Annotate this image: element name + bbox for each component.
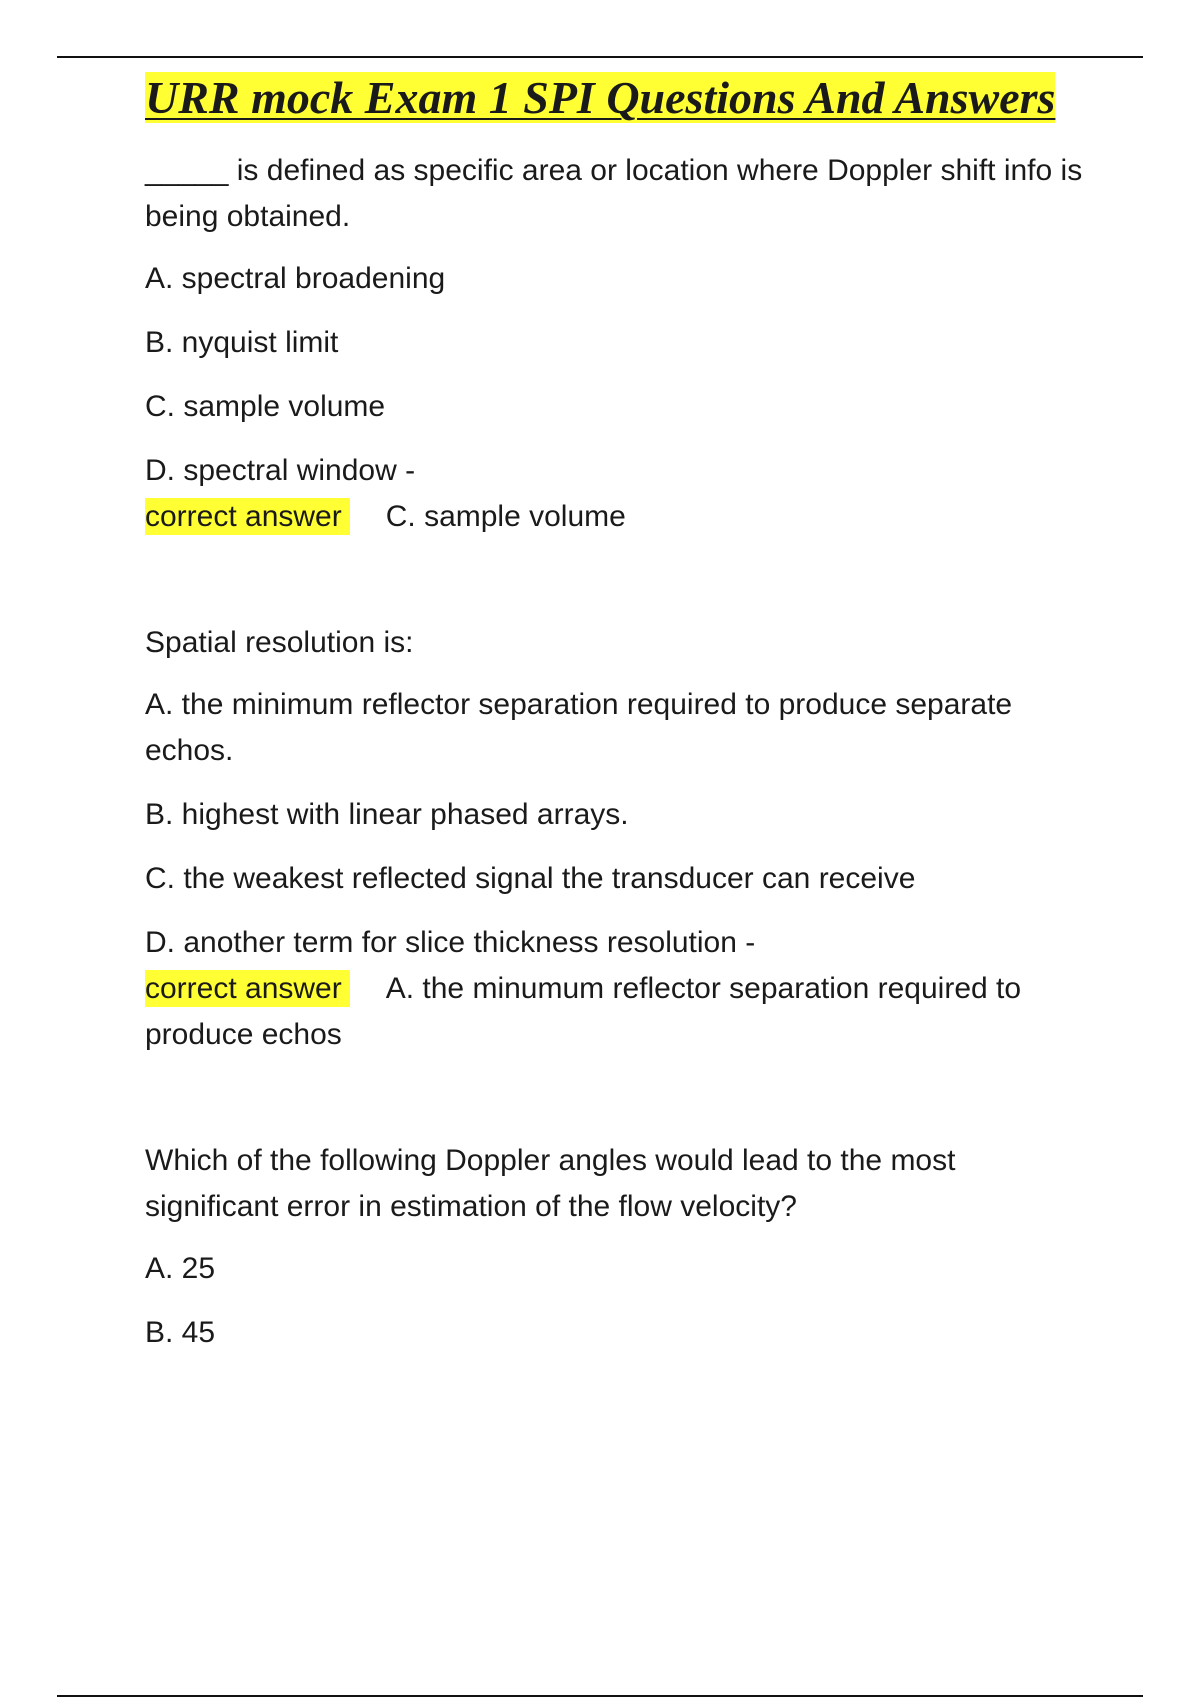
question-block-2 [145, 620, 1090, 1058]
option-b: B. nyquist limit [145, 326, 339, 359]
top-rule [57, 56, 1143, 58]
answer-line [145, 966, 1090, 1058]
option-b: B. 45 [145, 1316, 216, 1349]
document-title: URR mock Exam 1 SPI Questions And Answers [145, 72, 1056, 123]
question-block-1 [145, 148, 1090, 540]
answer-text: C. sample volume [385, 500, 626, 533]
option-b: B. highest with linear phased arrays. [145, 798, 629, 831]
option-c: C. sample volume [145, 390, 386, 423]
option-a: A. the minimum reflector separation required to produce separate echos. [145, 688, 1013, 767]
document-body [145, 70, 1090, 1356]
correct-answer-label: correct answer [145, 970, 350, 1007]
answer-text: A. the minumum reflector separation required to produce echos [145, 972, 1022, 1051]
question-stem: Which of the following Doppler angles would lead to the most significant error in estimation of the flow velocity? [145, 1144, 956, 1223]
option-d: D. another term for slice thickness resolution - [145, 926, 756, 959]
question-stem: Spatial resolution is: [145, 626, 414, 659]
bottom-rule [57, 1695, 1143, 1697]
option-a: A. 25 [145, 1252, 216, 1285]
option-d: D. spectral window - [145, 454, 416, 487]
correct-answer-label: correct answer [145, 498, 350, 535]
option-c: C. the weakest reflected signal the transducer can receive [145, 862, 916, 895]
question-stem: _____ is defined as specific area or location where Doppler shift info is being obtained. [145, 154, 1083, 233]
answer-line [145, 494, 1090, 540]
option-a: A. spectral broadening [145, 262, 446, 295]
question-block-3 [145, 1138, 1090, 1356]
spacer [145, 540, 1090, 620]
spacer [145, 1058, 1090, 1138]
